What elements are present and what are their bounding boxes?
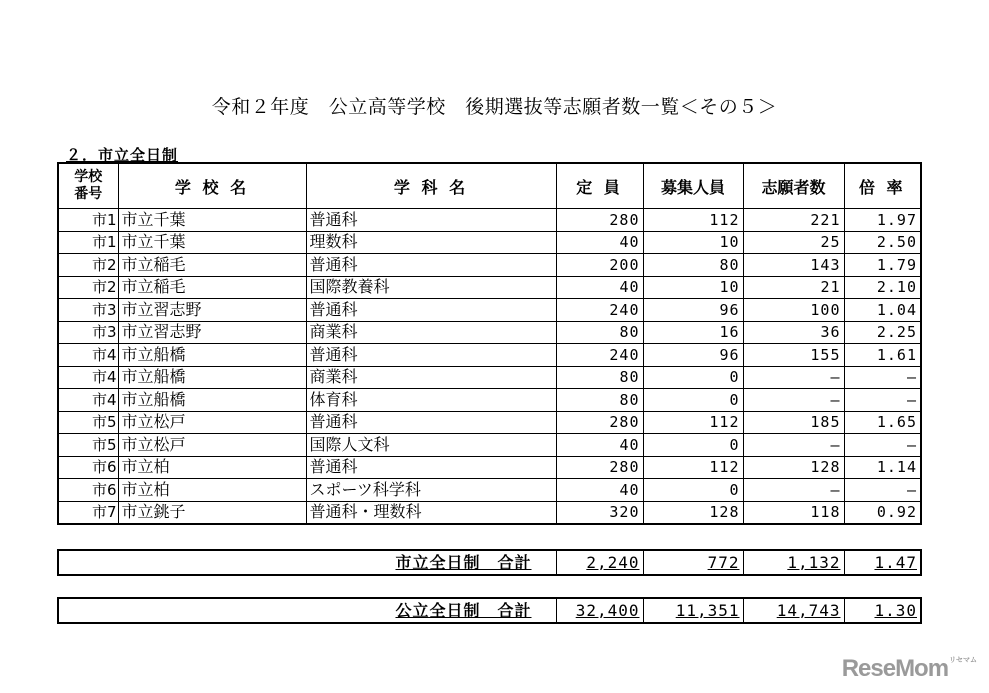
- cell-capacity: 80: [556, 389, 643, 412]
- cell-ratio: 0.92: [844, 501, 921, 524]
- cell-capacity: 240: [556, 344, 643, 367]
- cell-recruitment: 112: [643, 456, 743, 479]
- cell-department: 国際人文科: [306, 434, 556, 457]
- table-row: [58, 479, 921, 502]
- table-row: [58, 276, 921, 299]
- cell-applicants: 21: [743, 276, 844, 299]
- cell-ratio: ―: [844, 479, 921, 502]
- public-total-row: [58, 598, 921, 623]
- cell-capacity: 40: [556, 479, 643, 502]
- cell-school-name: 市立柏: [118, 479, 306, 502]
- public-total-label: 公立全日制 合計: [58, 598, 556, 623]
- public-total-applicants: 14,743: [743, 598, 844, 623]
- cell-applicants: ―: [743, 366, 844, 389]
- public-total-recruitment: 11,351: [643, 598, 743, 623]
- cell-ratio: 1.14: [844, 456, 921, 479]
- city-total-ratio: 1.47: [844, 550, 921, 575]
- header-recruitment: 募集人員: [643, 163, 743, 209]
- cell-school-number: 市5: [58, 434, 118, 457]
- cell-capacity: 200: [556, 254, 643, 277]
- public-total-table: [57, 597, 922, 624]
- cell-ratio: 1.79: [844, 254, 921, 277]
- cell-school-name: 市立柏: [118, 456, 306, 479]
- table-row: [58, 299, 921, 322]
- cell-capacity: 80: [556, 366, 643, 389]
- cell-school-number: 市5: [58, 411, 118, 434]
- table-row: [58, 456, 921, 479]
- cell-ratio: 2.10: [844, 276, 921, 299]
- cell-applicants: 221: [743, 209, 844, 232]
- cell-department: 普通科: [306, 411, 556, 434]
- table-row: [58, 344, 921, 367]
- table-row: [58, 209, 921, 232]
- cell-ratio: ―: [844, 434, 921, 457]
- cell-school-name: 市立稲毛: [118, 254, 306, 277]
- cell-school-number: 市6: [58, 479, 118, 502]
- cell-school-name: 市立稲毛: [118, 276, 306, 299]
- header-applicants: 志願者数: [743, 163, 844, 209]
- cell-capacity: 40: [556, 434, 643, 457]
- header-school-name: 学 校 名: [118, 163, 306, 209]
- cell-applicants: 118: [743, 501, 844, 524]
- cell-recruitment: 10: [643, 276, 743, 299]
- cell-recruitment: 96: [643, 299, 743, 322]
- cell-school-number: 市7: [58, 501, 118, 524]
- cell-department: 理数科: [306, 231, 556, 254]
- cell-school-name: 市立銚子: [118, 501, 306, 524]
- cell-ratio: 1.97: [844, 209, 921, 232]
- page-title: 令和２年度 公立高等学校 後期選抜等志願者数一覧＜その５＞: [211, 96, 778, 118]
- cell-school-number: 市4: [58, 389, 118, 412]
- cell-school-number: 市1: [58, 231, 118, 254]
- table-row: [58, 366, 921, 389]
- city-total-applicants: 1,132: [743, 550, 844, 575]
- public-total-ratio: 1.30: [844, 598, 921, 623]
- table-row: [58, 411, 921, 434]
- resemom-logo: ReseMom$^{リセマム}$: [841, 655, 977, 682]
- cell-ratio: 1.61: [844, 344, 921, 367]
- table-row: [58, 434, 921, 457]
- cell-school-name: 市立船橋: [118, 366, 306, 389]
- cell-school-name: 市立習志野: [118, 321, 306, 344]
- cell-capacity: 280: [556, 456, 643, 479]
- cell-ratio: ―: [844, 366, 921, 389]
- table-row: [58, 231, 921, 254]
- cell-department: スポーツ科学科: [306, 479, 556, 502]
- cell-recruitment: 0: [643, 434, 743, 457]
- cell-school-name: 市立船橋: [118, 344, 306, 367]
- cell-department: 普通科: [306, 299, 556, 322]
- cell-capacity: 320: [556, 501, 643, 524]
- cell-recruitment: 16: [643, 321, 743, 344]
- cell-school-name: 市立船橋: [118, 389, 306, 412]
- cell-recruitment: 80: [643, 254, 743, 277]
- cell-applicants: 25: [743, 231, 844, 254]
- cell-applicants: ―: [743, 389, 844, 412]
- cell-capacity: 40: [556, 231, 643, 254]
- city-total-capacity: 2,240: [556, 550, 643, 575]
- cell-recruitment: 0: [643, 479, 743, 502]
- cell-department: 商業科: [306, 321, 556, 344]
- cell-school-number: 市2: [58, 276, 118, 299]
- cell-school-number: 市4: [58, 366, 118, 389]
- table-row: [58, 321, 921, 344]
- cell-department: 普通科: [306, 209, 556, 232]
- cell-capacity: 280: [556, 411, 643, 434]
- cell-applicants: ―: [743, 479, 844, 502]
- cell-applicants: 128: [743, 456, 844, 479]
- cell-school-name: 市立千葉: [118, 231, 306, 254]
- cell-ratio: 2.25: [844, 321, 921, 344]
- cell-school-name: 市立千葉: [118, 209, 306, 232]
- cell-applicants: ―: [743, 434, 844, 457]
- cell-capacity: 280: [556, 209, 643, 232]
- cell-ratio: 2.50: [844, 231, 921, 254]
- cell-ratio: 1.04: [844, 299, 921, 322]
- cell-recruitment: 0: [643, 366, 743, 389]
- section-heading: ２．市立全日制: [66, 146, 179, 164]
- header-capacity: 定 員: [556, 163, 643, 209]
- cell-applicants: 100: [743, 299, 844, 322]
- cell-ratio: ―: [844, 389, 921, 412]
- header-school-number: 学校 番号: [58, 163, 118, 209]
- cell-school-number: 市3: [58, 321, 118, 344]
- city-total-label: 市立全日制 合計: [58, 550, 556, 575]
- cell-department: 体育科: [306, 389, 556, 412]
- cell-recruitment: 0: [643, 389, 743, 412]
- cell-department: 普通科: [306, 456, 556, 479]
- cell-department: 普通科: [306, 344, 556, 367]
- cell-school-number: 市4: [58, 344, 118, 367]
- cell-school-number: 市1: [58, 209, 118, 232]
- cell-school-name: 市立松戸: [118, 434, 306, 457]
- cell-recruitment: 112: [643, 209, 743, 232]
- cell-ratio: 1.65: [844, 411, 921, 434]
- cell-department: 国際教養科: [306, 276, 556, 299]
- header-department: 学 科 名: [306, 163, 556, 209]
- table-row: [58, 254, 921, 277]
- table-row: [58, 501, 921, 524]
- city-total-row: [58, 550, 921, 575]
- cell-school-number: 市6: [58, 456, 118, 479]
- cell-applicants: 155: [743, 344, 844, 367]
- cell-applicants: 36: [743, 321, 844, 344]
- cell-school-number: 市3: [58, 299, 118, 322]
- cell-department: 普通科: [306, 254, 556, 277]
- cell-capacity: 240: [556, 299, 643, 322]
- city-total-recruitment: 772: [643, 550, 743, 575]
- cell-school-name: 市立松戸: [118, 411, 306, 434]
- cell-school-number: 市2: [58, 254, 118, 277]
- table-row: [58, 389, 921, 412]
- cell-department: 商業科: [306, 366, 556, 389]
- table-header-row: [58, 163, 921, 209]
- applicants-table: [57, 162, 922, 525]
- public-total-capacity: 32,400: [556, 598, 643, 623]
- cell-applicants: 143: [743, 254, 844, 277]
- cell-school-name: 市立習志野: [118, 299, 306, 322]
- cell-recruitment: 112: [643, 411, 743, 434]
- cell-capacity: 80: [556, 321, 643, 344]
- cell-applicants: 185: [743, 411, 844, 434]
- cell-recruitment: 96: [643, 344, 743, 367]
- cell-recruitment: 128: [643, 501, 743, 524]
- header-ratio: 倍 率: [844, 163, 921, 209]
- cell-department: 普通科・理数科: [306, 501, 556, 524]
- cell-recruitment: 10: [643, 231, 743, 254]
- city-total-table: [57, 549, 922, 576]
- cell-capacity: 40: [556, 276, 643, 299]
